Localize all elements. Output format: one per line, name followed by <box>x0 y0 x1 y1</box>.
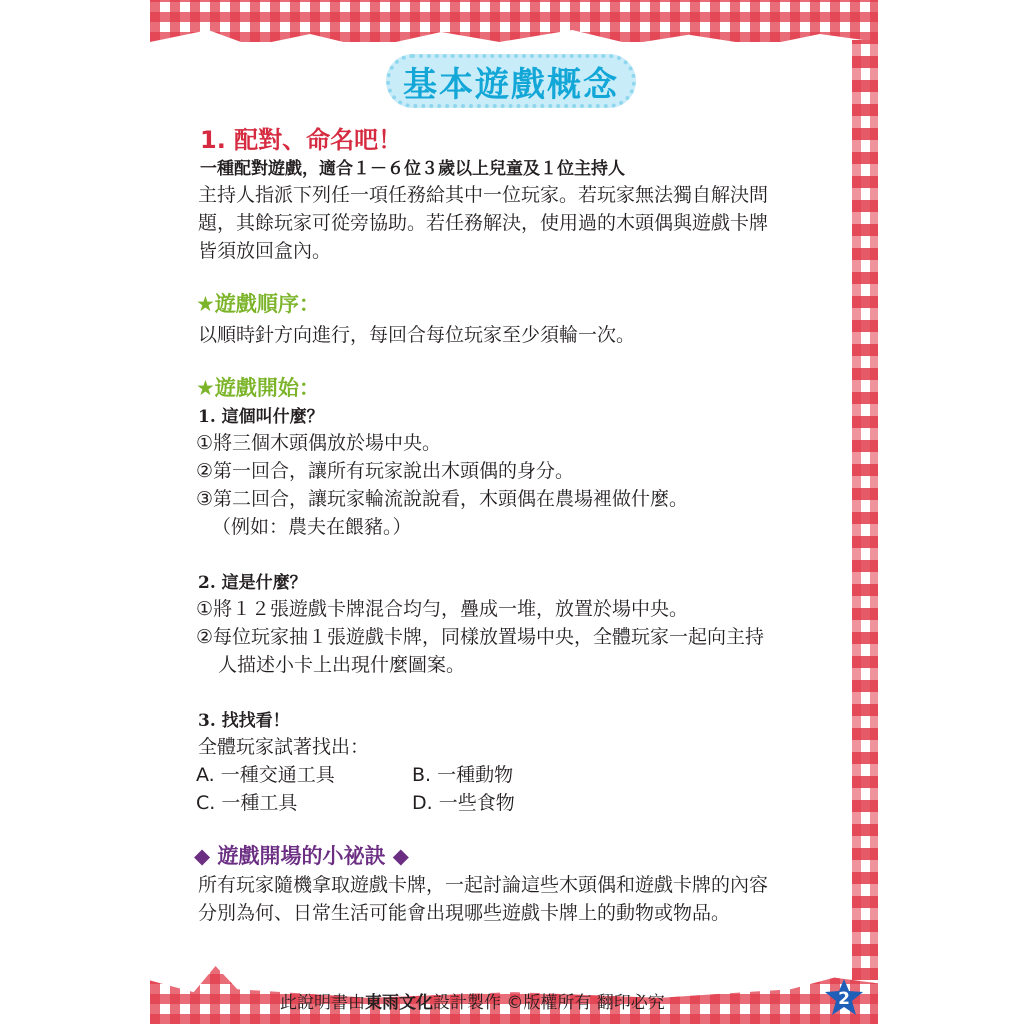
intro-line-3: 皆須放回盒內。 <box>198 240 332 262</box>
intro-line-2: 題，其餘玩家可從旁協助。若任務解決，使用過的木頭偶與遊戲卡牌 <box>198 212 769 234</box>
document-page <box>150 0 878 1024</box>
tips-heading: ◆ 遊戲開場的小祕訣 ◆ <box>194 844 409 868</box>
part1-line-3: ③第二回合，讓玩家輪流說說看，木頭偶在農場裡做什麼。 <box>196 488 689 510</box>
intro-line-1: 主持人指派下列任一項任務給其中一位玩家。若玩家無法獨自解決問 <box>198 184 769 206</box>
part2-line-1: ①將１２張遊戲卡牌混合均勻，疊成一堆，放置於場中央。 <box>196 598 689 620</box>
footer-suffix: 設計製作 ©版權所有 翻印必究 <box>433 993 665 1013</box>
part3-heading: 3. 找找看！ <box>198 711 290 731</box>
part3-option-d: D. 一些食物 <box>412 792 515 814</box>
part2-heading: 2. 這是什麼？ <box>198 573 307 593</box>
gingham-border-top <box>150 0 878 42</box>
section-subtitle: 一種配對遊戲，適合１－６位３歲以上兒童及１位主持人 <box>200 159 625 179</box>
footer-copyright <box>280 988 665 1013</box>
start-heading: ★遊戲開始： <box>196 376 320 400</box>
part1-line-4: （例如：農夫在餵豬。） <box>212 516 412 538</box>
title-badge <box>386 54 636 108</box>
tips-line-1: 所有玩家隨機拿取遊戲卡牌，一起討論這些木頭偶和遊戲卡牌的內容 <box>198 874 769 896</box>
section-heading-matching: 1. 配對、命名吧！ <box>200 126 403 154</box>
footer-prefix: 此說明書由 <box>280 993 365 1013</box>
tips-line-2: 分別為何、日常生活可能會出現哪些遊戲卡牌上的動物或物品。 <box>198 902 731 924</box>
part1-line-1: ①將三個木頭偶放於場中央。 <box>196 432 442 454</box>
order-heading: ★遊戲順序： <box>196 292 320 316</box>
part1-heading: 1. 這個叫什麼？ <box>198 407 324 427</box>
part3-option-a: A. 一種交通工具 <box>196 764 335 786</box>
page-number: 2 <box>838 989 850 1009</box>
gingham-border-right <box>852 40 878 980</box>
page-title: 基本遊戲概念 <box>403 64 619 105</box>
part3-option-b: B. 一種動物 <box>412 764 514 786</box>
part1-line-2: ②第一回合，讓所有玩家說出木頭偶的身分。 <box>196 460 575 482</box>
part2-line-3: 人描述小卡上出現什麼圖案。 <box>218 654 466 676</box>
part3-intro: 全體玩家試著找出： <box>198 736 370 758</box>
order-text: 以順時針方向進行，每回合每位玩家至少須輪一次。 <box>198 324 636 346</box>
footer-brand: 東雨文化 <box>365 993 433 1013</box>
part3-option-c: C. 一種工具 <box>196 792 298 814</box>
part2-line-2: ②每位玩家抽１張遊戲卡牌，同樣放置場中央，全體玩家一起向主持 <box>196 626 765 648</box>
page-number-star-icon <box>824 978 864 1016</box>
